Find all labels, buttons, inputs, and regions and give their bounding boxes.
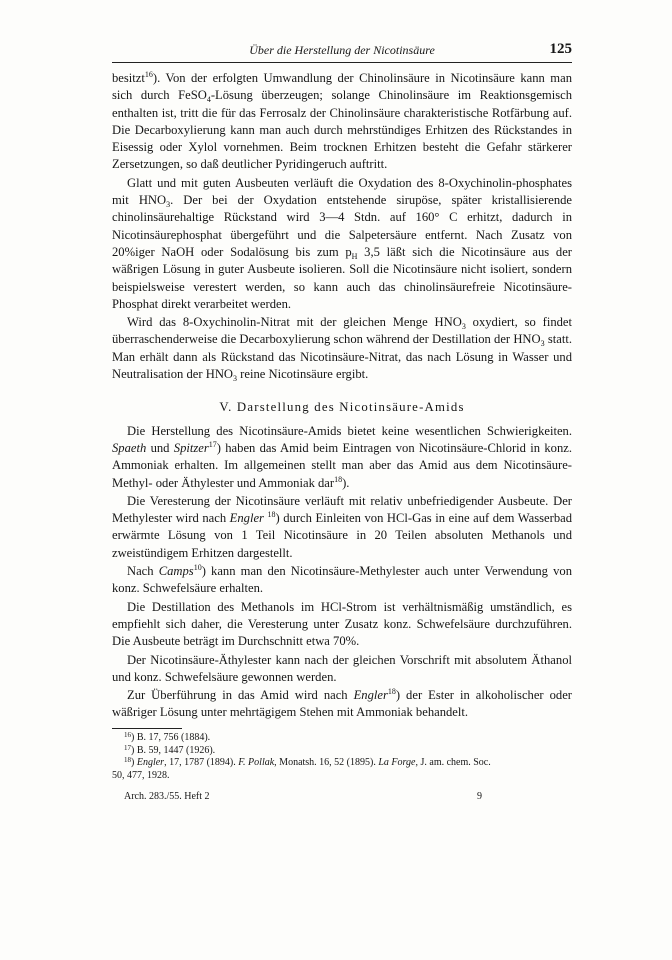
footnote-18: $^{18}$) Engler, 17, 1787 (1894). F. Pollak, Monatsh. 16, 52 (1895). La Forge, J. am. chem. Soc. [124,756,491,768]
footnote-ref: 18 [387,687,396,697]
author-name: Spitzer [173,440,209,455]
footnote-rule [112,728,182,729]
paragraph-3: Wird das 8-Oxychinolin-Nitrat mit der gleichen Menge $HNO_3$ oxydiert, so findet überraschenderweise die Decarboxylierung schon während der Destillation der $HNO_3$ statt. Man erhält dann als Rückstand das Nicotinsäure-Nitrat, das nach Lösung in Wasser und Neutralisation der $HNO_3$ reine Nicotinsäure ergibt. [112,315,573,384]
page-footer [112,791,572,805]
paragraph-4: Die Herstellung des Nicotinsäure-Amids bietet keine wesentlichen Schwierigkeiten. Spaeth und Spitzer$^{17}$) haben das Amid beim Eintragen von Nicotinsäure-Chlorid in konz. Ammoniak erhalten. Im allgemeinen stellt man aber das Amid aus dem Nicotinsäure-Methyl- oder Äthylester und Ammoniak dar$^{18}$). [112,423,572,490]
subscript: 3 [166,200,171,210]
footnote-ref: 16 [144,70,153,79]
paragraph-2: Glatt und mit guten Ausbeuten verläuft die Oxydation des 8-Oxychinolin-phosphates mit $HNO_3$. Der bei der Oxydation entstehende sirupöse, später kristallisierende chinolinsäurehaltige Rückstand wird 3—4 Stdn. auf 160° C erhitzt, dadurch in Nicotinsäurephosphat übergeführt und die Salpetersäure entfernt. Nach Zusatz von 20%iger NaOH oder Sodalösung bis zum $p_H$ 3,5 läßt sich die Nicotinsäure aus der wäßrigen Lösung in guter Ausbeute isolieren. Soll die Nicotinsäure nicht isoliert, sondern beispielsweise verestert werden, so kann auch das chinolinsäurefreie Nicotinsäure-Phosphat direkt verarbeitet werden. [112,175,573,311]
running-header [112,42,572,60]
paragraph-9: Zur Überführung in das Amid wird nach Engler$^{18}$) der Ester in alkoholischer oder wäßriger Lösung unter mehrtägigem Stehen mit Ammoniak behandelt. [112,687,572,720]
footnote-ref: 18 [334,474,343,484]
footnotes [112,732,572,782]
author-name: Spaeth [112,440,147,455]
page-number: 125 [549,41,572,57]
footnote-18-continuation: 50, 477, 1928. [112,769,170,781]
footnote-17: $^{17}$) B. 59, 1447 (1926). [124,743,216,756]
journal-reference: Arch. 283./55. Heft 2 [124,791,210,802]
subscript: 3 [461,322,466,332]
author-name: Camps [158,564,194,579]
body-text [112,70,572,722]
author-name: Engler [136,757,165,768]
section-heading: V. Darstellung des Nicotinsäure-Amids [219,400,465,415]
footnote-ref: 10 [193,563,202,573]
footnote-ref: 18 [267,510,276,520]
author-name: F. Pollak [238,757,275,768]
paragraph-6: Nach Camps$^{10}$) kann man den Nicotinsäure-Methylester auch unter Verwendung von konz. Schwefelsäure erhalten. [112,563,572,596]
subscript: 4 [206,95,211,105]
paragraph-8: Der Nicotinsäure-Äthylester kann nach der gleichen Vorschrift mit absolutem Äthanol und konz. Schwefelsäure gewonnen werden. [112,652,572,684]
subscript: H [351,251,358,261]
author-name: La Forge [378,757,416,768]
author-name: Engler [229,511,264,526]
paragraph-7: Die Destillation des Methanols im HCl-Strom ist verhältnismäßig umständlich, es empfiehlt sich daher, die Veresterung unter Zusatz konz. Schwefelsäure durchzuführen. Die Ausbeute beträgt im Durchschnitt etwa 70%. [112,599,572,649]
footnote-ref: 17 [208,439,217,449]
subscript: 3 [233,374,238,384]
paragraph-5: Die Veresterung der Nicotinsäure verläuft mit relativ unbefriedigender Ausbeute. Der Methylester wird nach Engler $^{18}$) durch Einleiten von HCl-Gas in eine auf dem Wasserbad erwärmte Lösung von 1 Teil Nicotinsäure in 20 Teilen absoluten Methanols und zweistündigem Erhitzen dargestellt. [112,493,573,560]
footnote-16: $^{16}$) B. 17, 756 (1884). [124,731,211,743]
signature-mark: 9 [477,791,482,802]
running-title: Über die Herstellung der Nicotinsäure [249,43,435,57]
subscript: 3 [540,339,545,349]
header-rule [112,62,572,63]
author-name: Engler [353,688,388,703]
paragraph-1: besitzt$^{16}$). Von der erfolgten Umwandlung der Chinolinsäure in Nicotinsäure kann man sich durch FeSO$_4$-Lösung überzeugen; solange Chinolinsäure im Reaktionsgemisch enthalten ist, tritt die für das Ferrosalz der Chinolinsäure charakteristische Rotfärbung auf. Die Decarboxylierung kann man auch durch mehrstündiges Erhitzen des Rückstandes in Eisessig oder Xylol vornehmen. Beim trocknen Erhitzen besteht die Gefahr stärkerer Zersetzungen, so daß deutlicher Pyridingeruch auftritt. [112,70,573,172]
